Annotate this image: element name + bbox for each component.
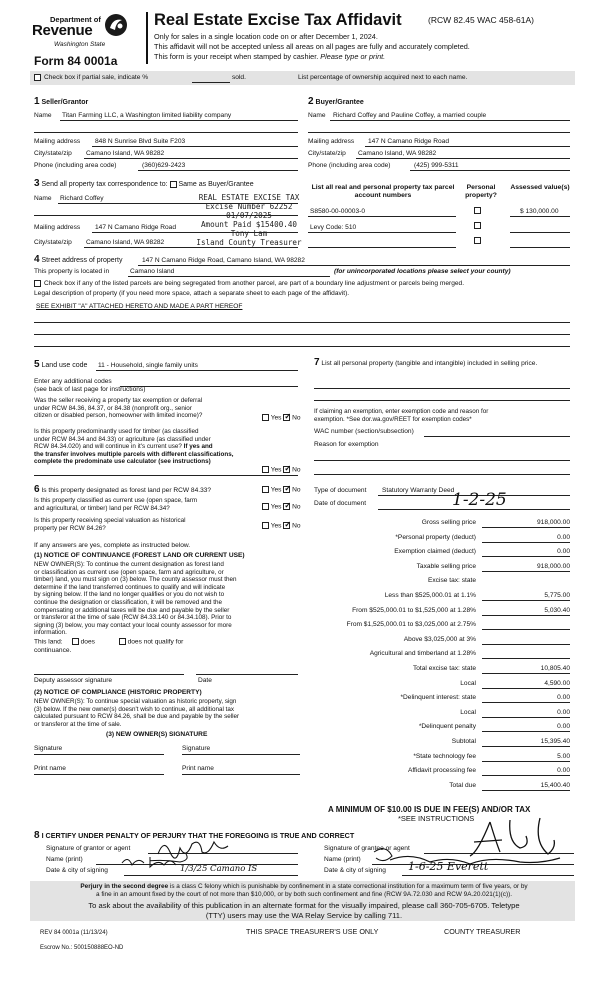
grantee-date-line — [402, 875, 574, 876]
forest-q1-no-checkbox[interactable] — [283, 486, 290, 493]
tax-row-label: From $1,525,000.01 to $3,025,000 at 2.75% — [346, 621, 476, 628]
header-note1: Only for sales in a single location code on or after December 1, 2024. — [154, 32, 378, 41]
perjury-text: is a class C felony which is punishable by confinement in a state correctional institution for a maximum term of five years, or by — [168, 883, 528, 890]
grantor-name-label: Name (print) — [46, 856, 83, 863]
parcel-number-1[interactable]: S8580-00-00003-0 — [310, 208, 365, 215]
exemption-line1: If claiming an exemption, enter exemption code and reason for — [314, 408, 489, 415]
landuse-row — [34, 359, 87, 370]
section-4-number: 4 — [34, 254, 40, 265]
does-not-checkbox[interactable] — [119, 638, 126, 645]
see-instructions-note: *SEE INSTRUCTIONS — [398, 814, 475, 823]
dor-swirl-icon — [104, 12, 128, 38]
notice2-body — [34, 698, 302, 728]
tax-row-value[interactable]: 4,590.00 — [544, 680, 570, 687]
reason-line-1[interactable] — [314, 460, 570, 461]
assessed-line-3 — [510, 247, 570, 248]
notice1-title: (1) NOTICE OF CONTINUANCE (FOREST LAND OR CURRENT USE) — [34, 552, 245, 559]
notice1-line5: by signing below. If the land no longer qualifies or you do not wish to — [34, 591, 225, 599]
tax-row-line — [482, 644, 570, 645]
tax-row-value[interactable]: 0.00 — [557, 694, 570, 701]
located-line — [128, 276, 330, 277]
notice1-line7: compensating or additional taxes will be due and payable by the seller — [34, 606, 230, 614]
tax-row-value[interactable]: 918,000.00 — [536, 563, 570, 570]
tax-row-value[interactable]: 918,000.00 — [536, 519, 570, 526]
street-address-row — [34, 254, 122, 265]
forest-q1-label: Is this property designated as forest land per RCW 84.33? — [41, 487, 212, 494]
parcels-col1-header: List all real and personal property tax parcel account numbers — [311, 184, 455, 199]
does-not-label: does not qualify for — [127, 638, 184, 646]
forest-q1-no-label: No — [292, 486, 301, 494]
seller-city-label: City/state/zip — [34, 150, 72, 157]
tax-row-label: Affidavit processing fee — [407, 767, 476, 774]
same-as-buyer-checkbox[interactable] — [170, 181, 177, 188]
tax-corr-heading-label: Send all property tax correspondence to: — [41, 181, 168, 188]
tax-row-line — [482, 746, 570, 747]
stamp-line5: Tony Lam — [230, 229, 268, 238]
grantor-signature-label: Signature of grantor or agent — [46, 845, 131, 852]
seller-mailing-line — [92, 146, 298, 147]
forest-q1-yes-checkbox[interactable] — [262, 486, 269, 493]
q-timber-line5: complete the predominate use calculator (see instructions) — [34, 458, 211, 466]
forest-q3-line2: property per RCW 84.26? — [34, 524, 106, 532]
exemption-line2: exemption. *See dor.wa.gov/REET for exemption codes* — [314, 415, 472, 423]
street-label: Street address of property — [41, 257, 123, 264]
grantor-date-field[interactable]: 1/3/25 Camano IS — [180, 864, 258, 874]
notice1-body — [34, 561, 302, 637]
seller-city-field[interactable]: Camano Island, WA 98282 — [86, 150, 165, 157]
q-timber-answers — [262, 466, 301, 473]
reason-label: Reason for exemption — [314, 441, 379, 448]
notice1-line10: information. — [34, 629, 67, 637]
buyer-name-line2 — [308, 132, 570, 133]
tax-row-value[interactable]: 10,805.40 — [540, 665, 570, 672]
doc-date-line — [378, 509, 570, 510]
q-timber-line1: Is this property predominantly used for timber (as classified — [34, 428, 199, 435]
tax-row-label: Less than $525,000.01 at 1.1% — [384, 592, 476, 599]
additional-codes-note: (see back of last page for instructions) — [34, 386, 146, 393]
stamp-line3: 01/07/2025 — [226, 211, 272, 220]
grantor-print-scribble — [120, 853, 190, 869]
grantee-signature-label: Signature of grantee or agent — [324, 845, 410, 852]
owner-signature-line-1[interactable] — [34, 754, 164, 755]
perjury-text2: a fine in an amount fixed by the court of not more than $10,000, or by both such confinement and fine (RCW 9A.72.030 and RCW 9A.20.021(1)(c)). — [96, 891, 512, 898]
tax-row-line — [482, 600, 570, 601]
landuse-label: Land use code — [41, 362, 88, 369]
this-land-row — [34, 638, 183, 645]
tax-row-line — [482, 761, 570, 762]
tax-row-label: Agricultural and timberland at 1.28% — [369, 650, 476, 657]
section-2-number: 2 — [308, 96, 314, 107]
tax-row-value[interactable]: 0.00 — [557, 709, 570, 716]
tax-row-label: Local — [460, 680, 476, 687]
deputy-date-label: Date — [198, 677, 212, 684]
tax-row-line — [482, 790, 570, 791]
legal-line-3 — [34, 334, 570, 335]
perjury-bold: Perjury in the second degree — [80, 883, 169, 890]
personal-line-2 — [314, 400, 570, 401]
seller-mailing-label: Mailing address — [34, 138, 81, 145]
notice1-line8: or transferor at the time of sale (RCW 84.33.140 or 84.34.108). Prior to — [34, 614, 232, 622]
street-address-field[interactable]: 147 N Camano Ridge Road, Camano Island, WA 98282 — [142, 257, 305, 264]
stamp-line4: Amount Paid $15400.40 — [200, 220, 297, 229]
tax-row-label: Gross selling price — [421, 519, 476, 526]
deputy-date-line[interactable] — [196, 674, 298, 675]
tax-row-line — [482, 702, 570, 703]
tax-corr-city-field[interactable]: Camano Island, WA 98282 — [86, 239, 165, 246]
seller-name-line — [60, 120, 298, 121]
tax-row-value[interactable]: 0.00 — [557, 723, 570, 730]
landuse-bottom-line — [34, 475, 298, 476]
tax-row-line — [482, 658, 570, 659]
treasurer-use-only: THIS SPACE TREASURER'S USE ONLY — [246, 927, 379, 936]
segregated-checkbox[interactable] — [34, 280, 41, 287]
does-checkbox[interactable] — [72, 638, 79, 645]
levy-code[interactable]: Levy Code: 510 — [310, 224, 357, 231]
accessibility-line2: (TTY) users may use the WA Relay Service by calling 711. — [205, 911, 403, 920]
forest-q3-line1: Is this property receiving special valuation as historical — [34, 517, 186, 524]
tax-row-label: Excise tax: state — [427, 577, 476, 584]
buyer-city-line — [356, 158, 570, 159]
tax-row-label: Total excise tax: state — [412, 665, 476, 672]
buyer-phone-line — [410, 170, 570, 171]
seller-phone-line — [138, 170, 298, 171]
notice1-line1: NEW OWNER(S): To continue the current designation as forest land — [34, 561, 224, 568]
tax-row-line — [482, 717, 570, 718]
personal-property-text: List all personal property (tangible and intangible) included in selling price. — [321, 360, 538, 367]
perjury-notice — [34, 883, 574, 891]
parcel-line-2 — [308, 232, 456, 233]
forest-q3-yes-label: Yes — [270, 522, 282, 530]
seller-heading-label: Seller/Grantor — [41, 99, 89, 106]
wac-input[interactable] — [424, 436, 570, 437]
q-exemption-yes-label: Yes — [270, 414, 282, 422]
forest-q1-yes-label: Yes — [270, 486, 282, 494]
tax-row-line — [482, 731, 570, 732]
seller-heading — [34, 96, 88, 107]
parcels-col2-header: Personal property? — [465, 184, 497, 199]
doc-type-field[interactable]: Statutory Warranty Deed — [382, 487, 455, 494]
dept-line1: Department of — [50, 15, 101, 24]
q-timber-yes-label: Yes — [270, 466, 282, 474]
assessed-line-1 — [510, 216, 570, 217]
notice2-line4: or transferor at the time of sale. — [34, 720, 122, 728]
tax-corr-name-field[interactable]: Richard Coffey — [60, 195, 104, 202]
reason-line-2 — [314, 474, 570, 475]
tax-row-line — [482, 629, 570, 630]
q-timber-line4: the transfer involves multiple parcels with different classifications, — [34, 450, 234, 458]
buyer-name-label: Name — [308, 112, 326, 119]
q-timber-line3: RCW 84.34.020) and will continue in it's current use? — [34, 443, 182, 451]
forest-q3 — [34, 517, 186, 532]
notice1-line2: or classification as current use (open space, farm and agriculture, or — [34, 568, 224, 576]
tax-row-line — [482, 571, 570, 572]
q-exemption-line3: citizen or disabled person, homeowner with limited income)? — [34, 412, 203, 420]
buyer-city-label: City/state/zip — [308, 150, 346, 157]
tax-row-label: *State technology fee — [413, 753, 476, 760]
located-field[interactable]: Camano Island — [130, 268, 175, 275]
partial-sold-label: sold. — [232, 74, 246, 81]
parcels-col3-header: Assessed value(s) — [510, 184, 570, 191]
tax-row-label: Subtotal — [451, 738, 476, 745]
seller-mailing-field[interactable]: 848 N Sunrise Blvd Suite F203 — [95, 138, 186, 145]
located-label: This property is located in — [34, 268, 110, 275]
dor-logo — [30, 12, 130, 52]
forest-q2-no-label: No — [292, 503, 301, 511]
owner-print-label-1: Print name — [34, 765, 66, 772]
header-note3b: Please type or print. — [320, 52, 386, 61]
additional-codes-line — [120, 386, 298, 387]
q-exemption-line2: under RCW 84.36, 84.37, or 84.38 (nonprofit org., senior — [34, 404, 192, 412]
seller-city-line — [84, 158, 298, 159]
section-3-number: 3 — [34, 178, 40, 189]
forest-q2-no-checkbox[interactable] — [283, 503, 290, 510]
buyer-phone-field[interactable]: (425) 999-5311 — [414, 162, 459, 169]
buyer-name-field[interactable]: Richard Coffey and Pauline Coffey, a married couple — [333, 112, 487, 119]
landuse-line — [96, 370, 298, 371]
forest-q2 — [34, 497, 197, 512]
forest-q2-yes-checkbox[interactable] — [262, 503, 269, 510]
wac-label: WAC number (section/subsection) — [314, 428, 414, 435]
section-8-number: 8 — [34, 830, 40, 841]
partial-sale-checkbox[interactable] — [34, 74, 41, 81]
county-treasurer: COUNTY TREASURER — [444, 927, 521, 936]
tax-row-line — [482, 688, 570, 689]
tax-corr-city-label: City/state/zip — [34, 239, 72, 246]
tax-row-label: Above $3,025,000 at 3% — [403, 636, 476, 643]
form-number: Form 84 0001a — [34, 54, 118, 68]
grantee-date-field[interactable]: 1-6-25 Everett — [408, 860, 489, 873]
grantee-signature-scribble — [370, 812, 580, 872]
tax-corr-mailing-field[interactable]: 147 N Camano Ridge Road — [95, 224, 177, 231]
segregated-label: Check box if any of the listed parcels are being segregated from another parcel, are part of a boundary line adjustment or parcels being merged. — [44, 280, 465, 287]
minimum-due-note: A MINIMUM OF $10.00 IS DUE IN FEE(S) AND/OR TAX — [328, 805, 531, 814]
q-timber-ifyes: If yes and — [183, 443, 213, 451]
doc-date-field[interactable]: 1-2-25 — [452, 490, 507, 510]
assessed-value-1[interactable]: $ 130,000.00 — [520, 208, 559, 215]
personal-property-label — [314, 359, 572, 368]
forest-q2-yes-label: Yes — [270, 503, 282, 511]
notice2-line2: (3) below. If the new owner(s) doesn't wish to continue, all additional tax — [34, 705, 235, 713]
forest-q3-no-label: No — [292, 522, 301, 530]
tax-row-value[interactable]: 15,400.40 — [540, 782, 570, 789]
stamp-line6: Island County Treasurer — [196, 238, 302, 247]
section-5-number: 5 — [34, 359, 40, 370]
buyer-mailing-line — [365, 146, 570, 147]
grantor-date-label: Date & city of signing — [46, 867, 108, 874]
this-land-label: This land: — [34, 638, 63, 646]
grantee-name-label: Name (print) — [324, 856, 361, 863]
personal-property-checkbox-1[interactable] — [474, 207, 481, 214]
q-exemption-answers — [262, 414, 301, 421]
buyer-heading — [308, 96, 364, 107]
tax-row-label: Local — [460, 709, 476, 716]
legal-description-field[interactable]: SEE EXHIBIT "A" ATTACHED HERETO AND MADE A PART HEREOF — [36, 303, 243, 310]
personal-property-checkbox-2[interactable] — [474, 222, 481, 229]
q-timber-no-label: No — [292, 466, 301, 474]
dept-line2: Revenue — [32, 22, 93, 39]
tax-row-label: *Personal property (deduct) — [395, 534, 476, 541]
tax-row-label: *Delinquent penalty — [418, 723, 476, 730]
doc-type-label: Type of document — [314, 487, 367, 494]
tax-row-label: From $525,000.01 to $1,525,000 at 1.28% — [352, 607, 476, 614]
forest-q1-answers — [262, 486, 301, 493]
accessibility-line1: To ask about the availability of this publication in an alternate format for the visually impaired, please call 360-705-6705. Teletype — [88, 901, 520, 910]
seller-name-field[interactable]: Titan Farming LLC, a Washington limited liability company — [62, 112, 232, 119]
owner-signature-label-1: Signature — [34, 745, 63, 752]
buyer-mailing-label: Mailing address — [308, 138, 355, 145]
owner-signature-line-2[interactable] — [182, 754, 300, 755]
legal-line-2 — [34, 322, 570, 323]
forest-q2-answers — [262, 503, 301, 510]
escrow-number: Escrow No.: 500150888EO-ND — [40, 945, 124, 951]
seller-name-label: Name — [34, 112, 52, 119]
ownership-note: List percentage of ownership acquired next to each name. — [298, 74, 468, 81]
tax-row-label: Total due — [449, 782, 476, 789]
seller-phone-label: Phone (including area code) — [34, 162, 117, 169]
q-exemption-no-checkbox[interactable] — [283, 414, 290, 421]
grantee-date-label: Date & city of signing — [324, 867, 386, 874]
landuse-field[interactable]: 11 - Household, single family units — [98, 362, 198, 369]
assessed-line-2 — [510, 232, 570, 233]
parcel-line-1 — [308, 216, 456, 217]
q-exemption-yes-checkbox[interactable] — [262, 414, 269, 421]
header-note3 — [154, 52, 385, 61]
tax-row-label: Exemption claimed (deduct) — [394, 548, 476, 555]
owner-print-line-1[interactable] — [34, 774, 164, 775]
new-owner-signature-heading: (3) NEW OWNER(S) SIGNATURE — [106, 731, 208, 738]
forest-q3-yes-checkbox[interactable] — [262, 522, 269, 529]
continuance-label: continuance. — [34, 647, 72, 654]
same-as-buyer-label: Same as Buyer/Grantee — [178, 181, 254, 188]
tax-corr-mailing-label: Mailing address — [34, 224, 81, 231]
tax-row-line — [482, 673, 570, 674]
buyer-name-line — [330, 120, 570, 121]
tax-row-line — [482, 775, 570, 776]
notice1-line3: timber) land, you must sign on (3) below. The county assessor must then — [34, 576, 237, 584]
q-timber-no-checkbox[interactable] — [283, 466, 290, 473]
notice1-line4: determine if the land transferred continues to qualify and will indicate — [34, 583, 226, 591]
notice2-line3: calculated pursuant to RCW 84.26, shall be due and payable by the seller — [34, 713, 240, 721]
tax-corr-name-label: Name — [34, 195, 52, 202]
stamp-line1: REAL ESTATE EXCISE TAX — [198, 193, 300, 202]
forest-q2-line2: and agricultural, or timber) land per RCW 84.34? — [34, 504, 170, 512]
section-7-number: 7 — [314, 357, 320, 368]
buyer-city-field[interactable]: Camano Island, WA 98282 — [358, 150, 437, 157]
forest-q2-line1: Is this property classified as current use (open space, farm — [34, 497, 198, 504]
notice2-line1: NEW OWNER(S): To continue special valuation as historic property, sign — [34, 698, 237, 705]
tax-row-line — [482, 542, 570, 543]
tax-corr-city-line — [84, 247, 298, 248]
tax-row-value[interactable]: 5.00 — [557, 753, 570, 760]
tax-row-value[interactable]: 15,395.40 — [540, 738, 570, 745]
doc-date-label: Date of document — [314, 500, 367, 507]
notice2-title: (2) NOTICE OF COMPLIANCE (HISTORIC PROPERTY) — [34, 689, 202, 696]
forest-q3-answers — [262, 522, 301, 529]
tax-row-line — [482, 615, 570, 616]
tax-row-value[interactable]: 5,775.00 — [544, 592, 570, 599]
q-timber — [34, 428, 233, 466]
deputy-signature-label: Deputy assessor signature — [34, 677, 113, 684]
tax-row-value[interactable]: 0.00 — [557, 548, 570, 555]
seller-phone-field[interactable]: (360)629-2423 — [142, 162, 186, 169]
stamp-line2: Excise Number 62252 — [205, 202, 293, 211]
legal-line-4 — [34, 346, 570, 347]
parcel-line-3 — [308, 247, 456, 248]
forest-q1 — [34, 484, 211, 495]
q-exemption — [34, 397, 202, 420]
personal-property-checkbox-3[interactable] — [474, 237, 481, 244]
q-timber-line2: under RCW 84.34 and 84.33) or agriculture (as classified under — [34, 435, 211, 443]
tax-row-line — [482, 556, 570, 557]
q-timber-yes-checkbox[interactable] — [262, 466, 269, 473]
buyer-heading-label: Buyer/Grantee — [315, 99, 364, 106]
does-label: does — [80, 638, 95, 646]
additional-codes-label: Enter any additional codes — [34, 378, 112, 385]
section-1-number: 1 — [34, 96, 40, 107]
treasurer-stamp — [190, 193, 308, 247]
deputy-signature-line[interactable] — [34, 674, 184, 675]
header-note2: This affidavit will not be accepted unless all areas on all pages are fully and accurately completed. — [154, 42, 470, 51]
tax-row-label: *Delinquent interest: state — [400, 694, 476, 701]
owner-signature-label-2: Signature — [182, 745, 211, 752]
q-exemption-no-label: No — [292, 414, 301, 422]
form-title: Real Estate Excise Tax Affidavit — [154, 11, 402, 29]
header-divider — [146, 12, 148, 64]
street-address-line — [138, 265, 570, 266]
tax-row-value[interactable]: 0.00 — [557, 767, 570, 774]
tax-row-value[interactable]: 0.00 — [557, 534, 570, 541]
seller-name-line2 — [34, 132, 298, 133]
section-6-number: 6 — [34, 484, 40, 495]
buyer-mailing-field[interactable]: 147 N Camano Ridge Road — [368, 138, 450, 145]
owner-print-line-2[interactable] — [182, 774, 300, 775]
legal-description-label: Legal description of property (if you need more space, attach a separate sheet to each page of the affidavit). — [34, 290, 350, 297]
personal-line-1 — [314, 388, 570, 389]
notice1-line9: signing (3) below, you may contact your local county assessor for more — [34, 621, 232, 629]
unincorporated-note: (for unincorporated locations please select your county) — [334, 268, 511, 275]
header-note3a: This form is your receipt when stamped by cashier. — [154, 52, 319, 61]
exemption-instructions — [314, 408, 488, 423]
if-yes-note: If any answers are yes, complete as instructed below. — [34, 542, 191, 549]
tax-corr-heading — [34, 178, 254, 189]
grantor-date-line — [124, 875, 298, 876]
notice1-line6: continue the designation or classification, it will be removed and the — [34, 598, 222, 606]
tax-row-label: Taxable selling price — [416, 563, 476, 570]
q-exemption-line1: Was the seller receiving a property tax exemption or deferral — [34, 397, 203, 404]
tax-row-line — [482, 527, 570, 528]
dept-line3: Washington State — [54, 41, 106, 48]
form-rcw: (RCW 82.45 WAC 458-61A) — [428, 15, 534, 25]
partial-percent-input[interactable] — [192, 82, 230, 83]
tax-row-value[interactable]: 5,030.40 — [544, 607, 570, 614]
form-revision: REV 84 0001a (11/13/24) — [40, 930, 108, 936]
owner-print-label-2: Print name — [182, 765, 214, 772]
buyer-phone-label: Phone (including area code) — [308, 162, 391, 169]
certify-heading-label: I CERTIFY UNDER PENALTY OF PERJURY THAT THE FOREGOING IS TRUE AND CORRECT — [41, 831, 355, 840]
forest-q3-no-checkbox[interactable] — [283, 522, 290, 529]
partial-sale-label: Check box if partial sale, indicate % — [44, 74, 149, 81]
